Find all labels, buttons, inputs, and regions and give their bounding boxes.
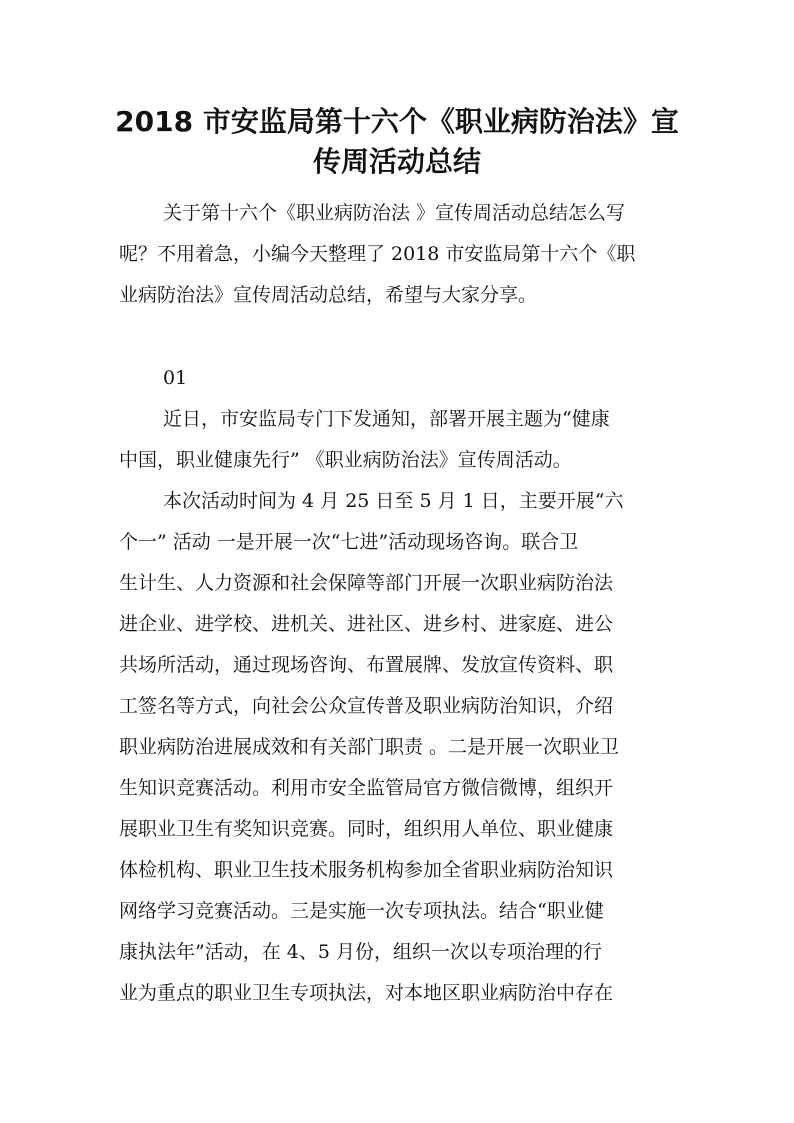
- paragraph-2-line-13: 业为重点的职业卫生专项执法，对本地区职业病防治中存在: [119, 982, 614, 1004]
- paragraph-1-line-1: 近日，市安监局专门下发通知，部署开展主题为“健康: [163, 408, 610, 430]
- intro-line-1: 关于第十六个《职业病防治法 》宣传周活动总结怎么写: [163, 202, 626, 224]
- document-title-line-2: 传周活动总结: [312, 145, 481, 178]
- intro-line-2: 呢？不用着急，小编今天整理了 2018 市安监局第十六个《职: [119, 243, 636, 265]
- paragraph-2-line-12: 康执法年”活动，在 4、5 月份，组织一次以专项治理的行: [119, 941, 602, 963]
- paragraph-2-line-9: 展职业卫生有奖知识竞赛。同时，组织用人单位、职业健康: [119, 818, 614, 840]
- paragraph-2-line-8: 生知识竞赛活动。利用市安全监管局官方微信微博，组织开: [119, 777, 614, 799]
- paragraph-2-line-10: 体检机构、职业卫生技术服务机构参加全省职业病防治知识: [119, 859, 614, 881]
- paragraph-2-line-5: 共场所活动，通过现场咨询、布置展牌、发放宣传资料、职: [119, 654, 614, 676]
- paragraph-2-line-2: 个一” 活动 一是开展一次“七进”活动现场咨询。联合卫: [119, 531, 579, 553]
- document-title-line-1: 2018 市安监局第十六个《职业病防治法》宣: [115, 105, 679, 138]
- intro-line-3: 业病防治法》宣传周活动总结，希望与大家分享。: [119, 284, 538, 306]
- paragraph-2-line-6: 工签名等方式，向社会公众宣传普及职业病防治知识，介绍: [119, 695, 614, 717]
- paragraph-2-line-3: 生计生、人力资源和社会保障等部门开展一次职业病防治法: [119, 572, 614, 594]
- paragraph-2-line-4: 进企业、进学校、进机关、进社区、进乡村、进家庭、进公: [119, 613, 614, 635]
- paragraph-2-line-7: 职业病防治进展成效和有关部门职责 。二是开展一次职业卫: [119, 736, 620, 758]
- section-number: 01: [163, 367, 188, 389]
- paragraph-1-line-2: 中国，职业健康先行” 《职业病防治法》宣传周活动。: [119, 449, 572, 471]
- paragraph-2-line-1: 本次活动时间为 4 月 25 日至 5 月 1 日，主要开展“六: [163, 490, 624, 512]
- paragraph-2-line-11: 网络学习竞赛活动。三是实施一次专项执法。结合“职业健: [119, 900, 604, 922]
